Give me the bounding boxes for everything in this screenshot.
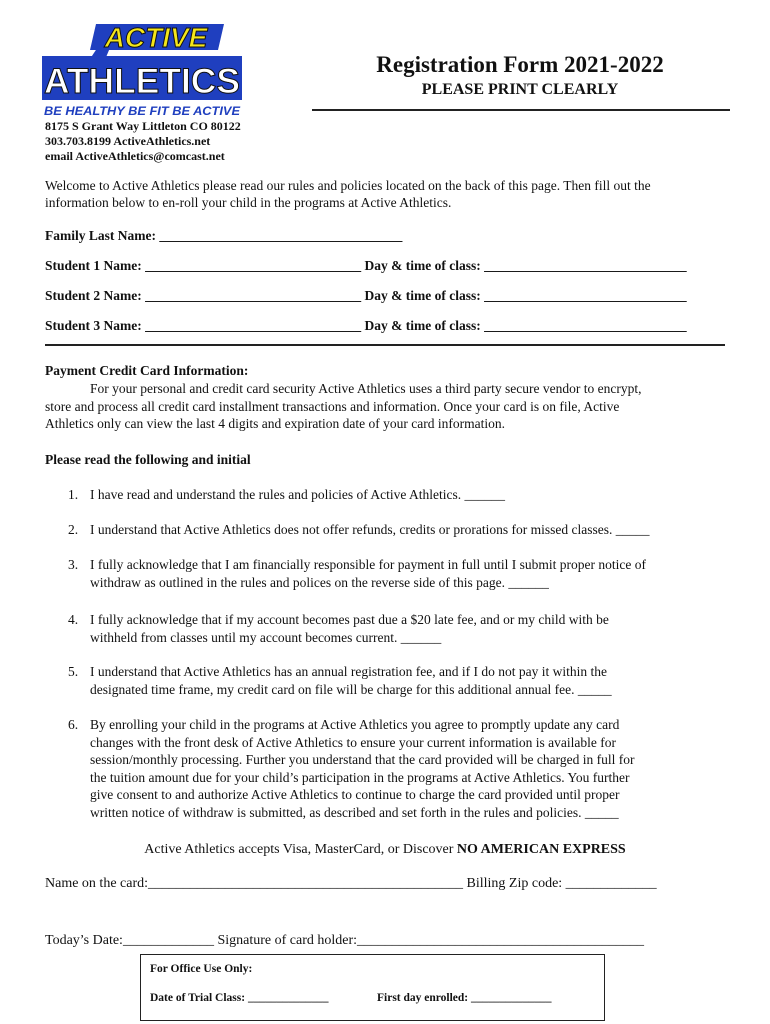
student-1-field[interactable]: Student 1 Name: ________________________________ Day & time of class: ______________________________ — [45, 258, 687, 273]
contact-address: 8175 S Grant Way Littleton CO 80122 — [45, 119, 241, 133]
policy-item-5 — [68, 663, 728, 698]
intro-line-1: Welcome to Active Athletics please read our rules and policies located on the back of this page. Then fill out the — [45, 178, 651, 193]
policy-item-number: 4. — [68, 612, 79, 627]
form-title: Registration Form 2021-2022 — [376, 52, 664, 77]
office-use-heading: For Office Use Only: — [150, 963, 253, 975]
payment-line-2: store and process all credit card installment transactions and information. Once your card is on file, Active — [45, 399, 620, 414]
contact-email: email ActiveAthletics@comcast.net — [45, 149, 225, 163]
policy-item-line[interactable]: withheld from classes until my account becomes current. ______ — [90, 629, 442, 645]
policy-item-3 — [68, 556, 728, 591]
family-last-name-field[interactable]: Family Last Name: ____________________________________ — [45, 228, 403, 243]
active-athletics-logo — [38, 20, 246, 120]
first-day-enrolled-field[interactable]: First day enrolled: ______________ — [377, 992, 552, 1004]
payment-line-1: For your personal and credit card security Active Athletics uses a third party secure vendor to encrypt, — [90, 381, 642, 396]
policy-item-line[interactable]: withdraw as outlined in the rules and polices on the reverse side of this page. ______ — [90, 574, 549, 590]
policy-item-6 — [68, 716, 728, 821]
student-3-field[interactable]: Student 3 Name: ________________________________ Day & time of class: ______________________________ — [45, 318, 687, 333]
no-amex-warning: NO AMERICAN EXPRESS — [456, 842, 626, 857]
accepted-cards-text: Active Athletics accepts Visa, MasterCard, or Discover — [144, 842, 457, 857]
accepted-cards-note — [0, 842, 770, 858]
title-rule — [312, 109, 730, 111]
policy-item-number: 3. — [68, 557, 79, 572]
payment-line-3: Athletics only can view the last 4 digits and expiration date of your card information. — [45, 416, 506, 431]
payment-heading: Payment Credit Card Information: — [45, 363, 249, 378]
logo-word-active: ACTIVE — [104, 22, 208, 53]
date-signature-field[interactable]: Today’s Date:_____________ Signature of card holder:_________________________________________ — [45, 933, 645, 948]
policy-item-4 — [68, 611, 728, 646]
contact-phone-web: 303.703.8199 ActiveAthletics.net — [45, 134, 211, 148]
trial-class-date-field[interactable]: Date of Trial Class: ______________ — [150, 992, 329, 1004]
section-divider — [45, 344, 725, 346]
policy-item-line: By enrolling your child in the programs at Active Athletics you agree to promptly update any card — [90, 717, 620, 732]
policy-item-line[interactable]: I understand that Active Athletics does not offer refunds, credits or prorations for missed classes. _____ — [90, 522, 650, 537]
policy-item-line: session/monthly processing. Further you understand that the card provided will be charged in full for — [90, 752, 635, 767]
policy-item-line: I fully acknowledge that if my account becomes past due a $20 late fee, and or my child with be — [90, 612, 609, 627]
form-subtitle: PLEASE PRINT CLEARLY — [421, 81, 619, 98]
policy-item-line[interactable]: designated time frame, my credit card on file will be charge for this additional annual fee. _____ — [90, 681, 612, 697]
policy-item-1 — [68, 486, 728, 504]
policy-item-number: 1. — [68, 487, 79, 502]
policy-item-line: I fully acknowledge that I am financially responsible for payment in full until I submit proper notice of — [90, 557, 646, 572]
policy-item-line: the tuition amount due for your child’s participation in the programs at Active Athletics. You further — [90, 769, 630, 785]
office-use-box — [140, 954, 605, 1021]
card-name-zip-field[interactable]: Name on the card:_____________________________________________ Billing Zip code: _____________ — [45, 876, 657, 891]
policy-item-line[interactable]: written notice of withdraw is submitted, as described and set forth in the rules and policies. _____ — [90, 804, 619, 820]
policy-item-number: 5. — [68, 664, 79, 679]
logo-tagline: BE HEALTHY BE FIT BE ACTIVE — [44, 104, 242, 118]
policy-item-number: 2. — [68, 522, 79, 537]
policy-item-2 — [68, 521, 728, 539]
policy-item-number: 6. — [68, 717, 79, 732]
policy-item-line[interactable]: I have read and understand the rules and policies of Active Athletics. ______ — [90, 487, 506, 502]
policy-item-line: I understand that Active Athletics has an annual registration fee, and if I do not pay it within the — [90, 664, 607, 679]
policy-item-line: give consent to and authorize Active Athletics to continue to charge the card provided until proper — [90, 787, 620, 802]
logo-word-athletics: ATHLETICS — [44, 62, 241, 101]
policy-item-line: changes with the front desk of Active Athletics to ensure your current information is available for — [90, 734, 616, 750]
intro-line-2: information below to en-roll your child in the programs at Active Athletics. — [45, 195, 452, 210]
student-2-field[interactable]: Student 2 Name: ________________________________ Day & time of class: ______________________________ — [45, 288, 687, 303]
initial-heading: Please read the following and initial — [45, 452, 251, 467]
